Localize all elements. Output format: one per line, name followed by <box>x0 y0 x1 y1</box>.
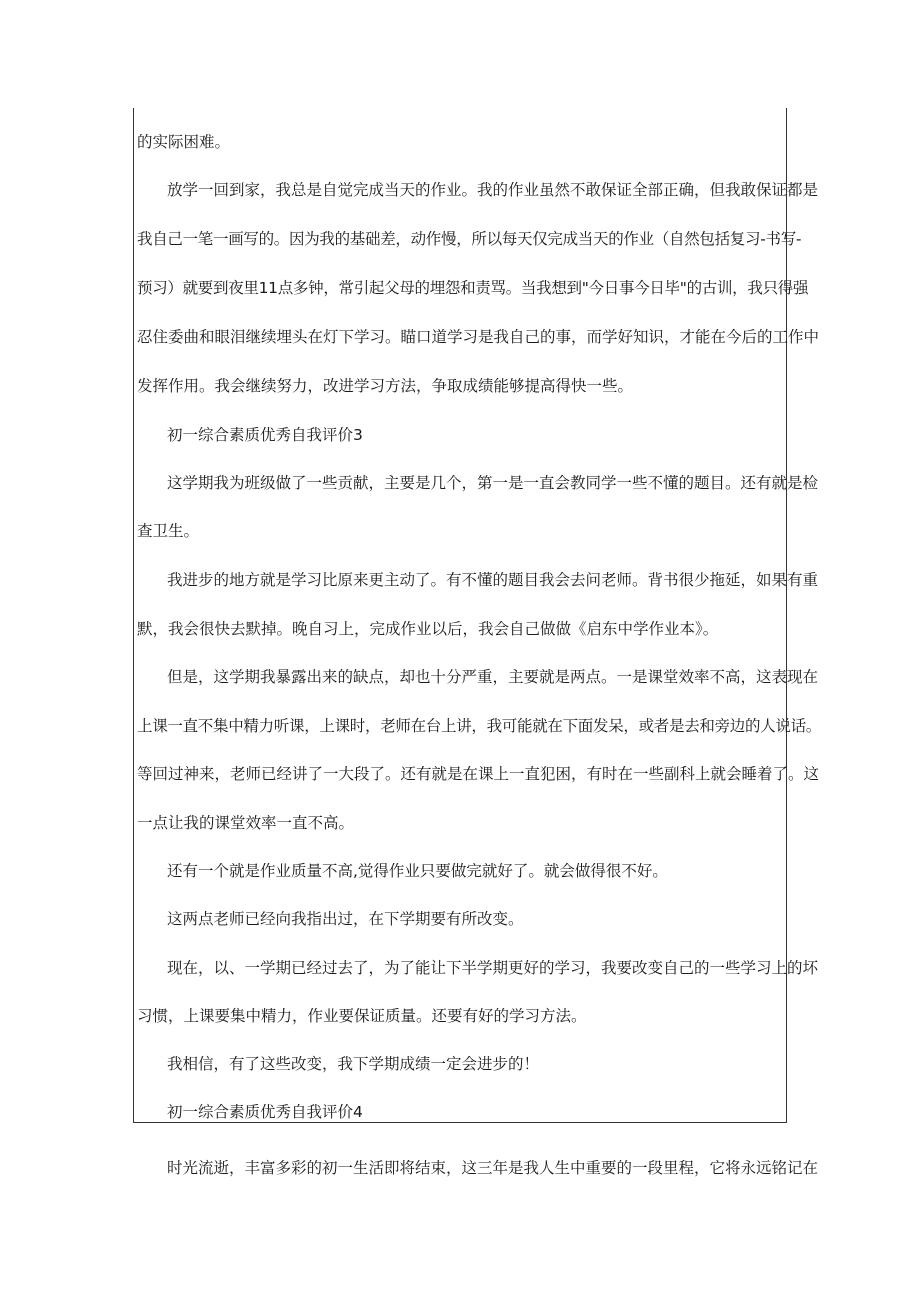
paragraph-line: 查卫生。 <box>137 522 200 540</box>
paragraph-line: 我自己一笔一画写的。因为我的基础差，动作慢，所以每天仅完成当天的作业（自然包括复习-书写- <box>137 230 802 248</box>
paragraph-line: 的实际困难。 <box>137 133 231 151</box>
paragraph-line: 一点让我的课堂效率一直不高。 <box>137 814 355 832</box>
paragraph-line: 预习）就要到夜里11点多钟，常引起父母的埋怨和责骂。当我想到"今日事今日毕"的古训，我只得强 <box>137 279 809 297</box>
paragraph-line: 忍住委曲和眼泪继续埋头在灯下学习。瞄口道学习是我自己的事，而学好知识，才能在今后的工作中 <box>137 328 820 346</box>
paragraph-line: 发挥作用。我会继续努力，改进学习方法，争取成绩能够提高得快一些。 <box>137 377 634 395</box>
paragraph-line: 这学期我为班级做了一些贡献，主要是几个，第一是一直会教同学一些不懂的题目。还有就是检 <box>167 474 819 492</box>
paragraph-line: 现在，以、一学期已经过去了，为了能让下半学期更好的学习，我要改变自己的一些学习上的坏 <box>167 959 819 977</box>
paragraph-line: 放学一回到家，我总是自觉完成当天的作业。我的作业虽然不敢保证全部正确，但我敢保证都是 <box>167 181 819 199</box>
section-heading: 初一综合素质优秀自我评价4 <box>167 1103 363 1121</box>
paragraph-line: 还有一个就是作业质量不高,觉得作业只要做完就好了。就会做得很不好。 <box>167 862 668 880</box>
paragraph-line: 默，我会很快去默掉。晚自习上，完成作业以后，我会自己做做《启东中学作业本》。 <box>137 620 719 638</box>
paragraph-line: 我进步的地方就是学习比原来更主动了。有不懂的题目我会去问老师。背书很少拖延，如果有重 <box>167 571 819 589</box>
paragraph-line: 我相信，有了这些改变，我下学期成绩一定会进步的！ <box>167 1055 540 1073</box>
paragraph-line: 但是，这学期我暴露出来的缺点，却也十分严重，主要就是两点。一是课堂效率不高，这表现在 <box>167 668 819 686</box>
paragraph-line: 时光流逝，丰富多彩的初一生活即将结束，这三年是我人生中重要的一段里程，它将永远铭记在 <box>167 1159 819 1177</box>
paragraph-line: 等回过神来，老师已经讲了一大段了。还有就是在课上一直犯困，有时在一些副科上就会睡着了。这 <box>137 765 820 783</box>
paragraph-line: 上课一直不集中精力听课，上课时，老师在台上讲，我可能就在下面发呆，或者是去和旁边的人说话。 <box>137 717 822 735</box>
section-heading: 初一综合素质优秀自我评价3 <box>167 426 363 444</box>
paragraph-line: 习惯，上课要集中精力，作业要保证质量。还要有好的学习方法。 <box>137 1007 587 1025</box>
paragraph-line: 这两点老师已经向我指出过，在下学期要有所改变。 <box>167 910 524 928</box>
